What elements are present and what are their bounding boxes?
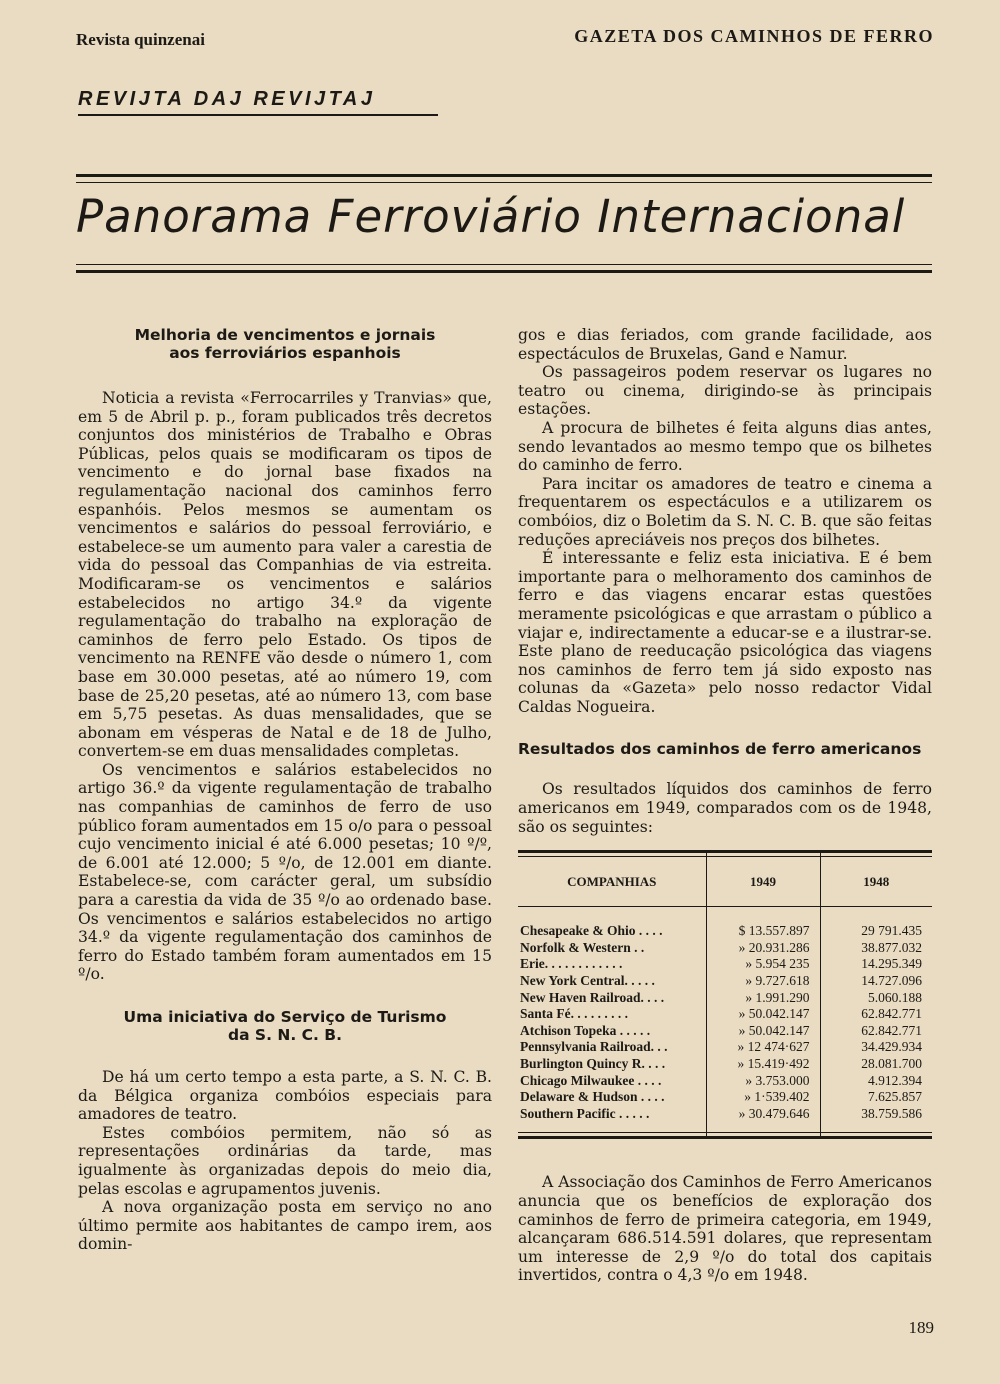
- table-row: Erie. . . . . . . . . . . . » 5.954 235 14.295.349: [518, 956, 932, 973]
- article-heading: Uma iniciativa do Serviço de Turismo da S. N. C. B.: [123, 1008, 447, 1044]
- section-title: REVIJTA DAJ REVIJTAJ: [78, 88, 438, 116]
- article-paragraph: gos e dias feriados, com grande facilidade, aos espectáculos de Bruxelas, Gand e Namur.: [518, 326, 932, 363]
- table-row: New Haven Railroad. . . . » 1.991.290 5.060.188: [518, 990, 932, 1007]
- title-rule-bottom-thin: [76, 264, 932, 265]
- left-column: [78, 326, 492, 1254]
- article-paragraph: Os passageiros podem reservar os lugares no teatro ou cinema, dirigindo-se às principais estações.: [518, 363, 932, 419]
- table-row: Pennsylvania Railroad. . . » 12 474·627 34.429.934: [518, 1039, 932, 1056]
- article-paragraph: Os resultados líquidos dos caminhos de ferro americanos em 1949, comparados com os de 1948, são os seguintes:: [518, 780, 932, 836]
- article-paragraph: Os vencimentos e salários estabelecidos no artigo 36.º da vigente regulamentação de trabalho nas companhias de caminhos de ferro de uso público foram aumentados em 15 o/o para o pessoal cujo vencimento inicial é até 6.000 pesetas; 10 º/º, de 6.001 até 12.000; 5 º/o, de 12.001 em diante. Estabelece-se, com carácter geral, um subsídio para a carestia da vida de 35 º/o ao ordenado base. Os vencimentos e salários estabelecidos no artigo 34.º da vigente regulamentação dos caminhos de ferro do Estado também foram aumentados em 15 º/o.: [78, 760, 492, 984]
- table-row: Atchison Topeka . . . . . » 50.042.147 62.842.771: [518, 1023, 932, 1040]
- article-paragraph: Estes combóios permitem, não só as representações ordinárias da tarde, mas igualmente às organizadas depois do meio dia, pelas escolas e agrupamentos juvenis.: [78, 1123, 492, 1198]
- article-paragraph: Noticia a revista «Ferrocarriles y Tranvias» que, em 5 de Abril p. p., foram publicados três decretos conjuntos dos ministérios de Trabalho e Obras Públicas, pelos quais se modificaram os tipos de vencimento e do jornal base fixados na regulamentação nacional dos caminhos ferro espanhóis. Pelos mesmos se aumentam os vencimentos e salários do pessoal ferroviário, e estabelece-se um aumento para valer a carestia de vida do pessoal das Companhias de via estreita. Modificaram-se os vencimentos e salários estabelecidos no artigo 34.º da vigente regulamentação do trabalho na exploração de caminhos de ferro pelo Estado. Os tipos de vencimento na RENFE vão desde o número 1, com base em 30.000 pesetas, até ao número 19, com base de 25,20 pesetas, até ao número 13, com base em 5,75 pesetas. As duas mensalidades, que se abonam em vésperas de Natal e de 18 de Julho, convertem-se em duas mensalidades completas.: [78, 389, 492, 761]
- table-row: Chesapeake & Ohio . . . . $ 13.557.897 29 791.435: [518, 907, 932, 940]
- running-header-right: GAZETA DOS CAMINHOS DE FERRO: [574, 26, 934, 46]
- article-paragraph: A Associação dos Caminhos de Ferro Americanos anuncia que os benefícios de exploração dos caminhos de ferro de primeira categoria, em 1949, alcançaram 686.514.591 dolares, que representam um interesse de 2,9 º/o do total dos capitais invertidos, contra o 4,3 º/o em 1948.: [518, 1173, 932, 1285]
- title-rule-top-thick: [76, 174, 932, 177]
- running-header-left: Revista quinzenai: [76, 30, 205, 49]
- article-paragraph: A procura de bilhetes é feita alguns dias antes, sendo levantados ao mesmo tempo que os bilhetes do caminho de ferro.: [518, 418, 932, 475]
- article-paragraph: A nova organização posta em serviço no ano último permite aos habitantes de campo irem, aos domin-: [78, 1198, 492, 1254]
- article-heading: Melhoria de vencimentos e jornais aos ferroviários espanhois: [134, 326, 436, 362]
- article-paragraph: Para incitar os amadores de teatro e cinema a frequentarem os espectáculos e a utilizarem os combóios, diz o Boletim da S. N. C. B. que são feitas reduções apreciáveis nos preços dos bilhetes.: [518, 474, 932, 549]
- right-column: [518, 326, 932, 1285]
- table-header: COMPANHIAS: [518, 853, 706, 907]
- table-row: Burlington Quincy R. . . . » 15.419·492 28.081.700: [518, 1056, 932, 1073]
- table-row: Chicago Milwaukee . . . . » 3.753.000 4.912.394: [518, 1073, 932, 1090]
- table-row: Delaware & Hudson . . . . » 1·539.402 7.625.857: [518, 1089, 932, 1106]
- table-header: 1949: [706, 853, 820, 907]
- table-row: Santa Fé. . . . . . . . . » 50.042.147 62.842.771: [518, 1006, 932, 1023]
- page-number: 189: [908, 1318, 934, 1337]
- page-title: Panorama Ferroviário Internacional: [76, 190, 906, 243]
- article-paragraph: De há um certo tempo a esta parte, a S. N. C. B. da Bélgica organiza combóios especiais para amadores de teatro.: [78, 1068, 492, 1124]
- title-rule-bottom-thick: [76, 270, 932, 273]
- table-row: Norfolk & Western . . » 20.931.286 38.877.032: [518, 940, 932, 957]
- table-header: 1948: [820, 853, 932, 907]
- results-table: [518, 850, 932, 1139]
- table-row: Southern Pacific . . . . . » 30.479.646 38.759.586: [518, 1106, 932, 1137]
- title-rule-top-thin: [76, 182, 932, 183]
- article-paragraph: É interessante e feliz esta iniciativa. E é bem importante para o melhoramento dos caminhos de ferro e das viagens encarar estas questões meramente psicológicas e que arrastam o público a viajar e, indirectamente a educar-se e a ilustrar-se. Este plano de reeducação psicológica das viagens nos caminhos de ferro tem já sido exposto nas colunas da «Gazeta» pelo nosso redactor Vidal Caldas Nogueira.: [518, 549, 932, 716]
- article-heading: Resultados dos caminhos de ferro americanos: [518, 740, 922, 759]
- table-row: New York Central. . . . . » 9.727.618 14.727.096: [518, 973, 932, 990]
